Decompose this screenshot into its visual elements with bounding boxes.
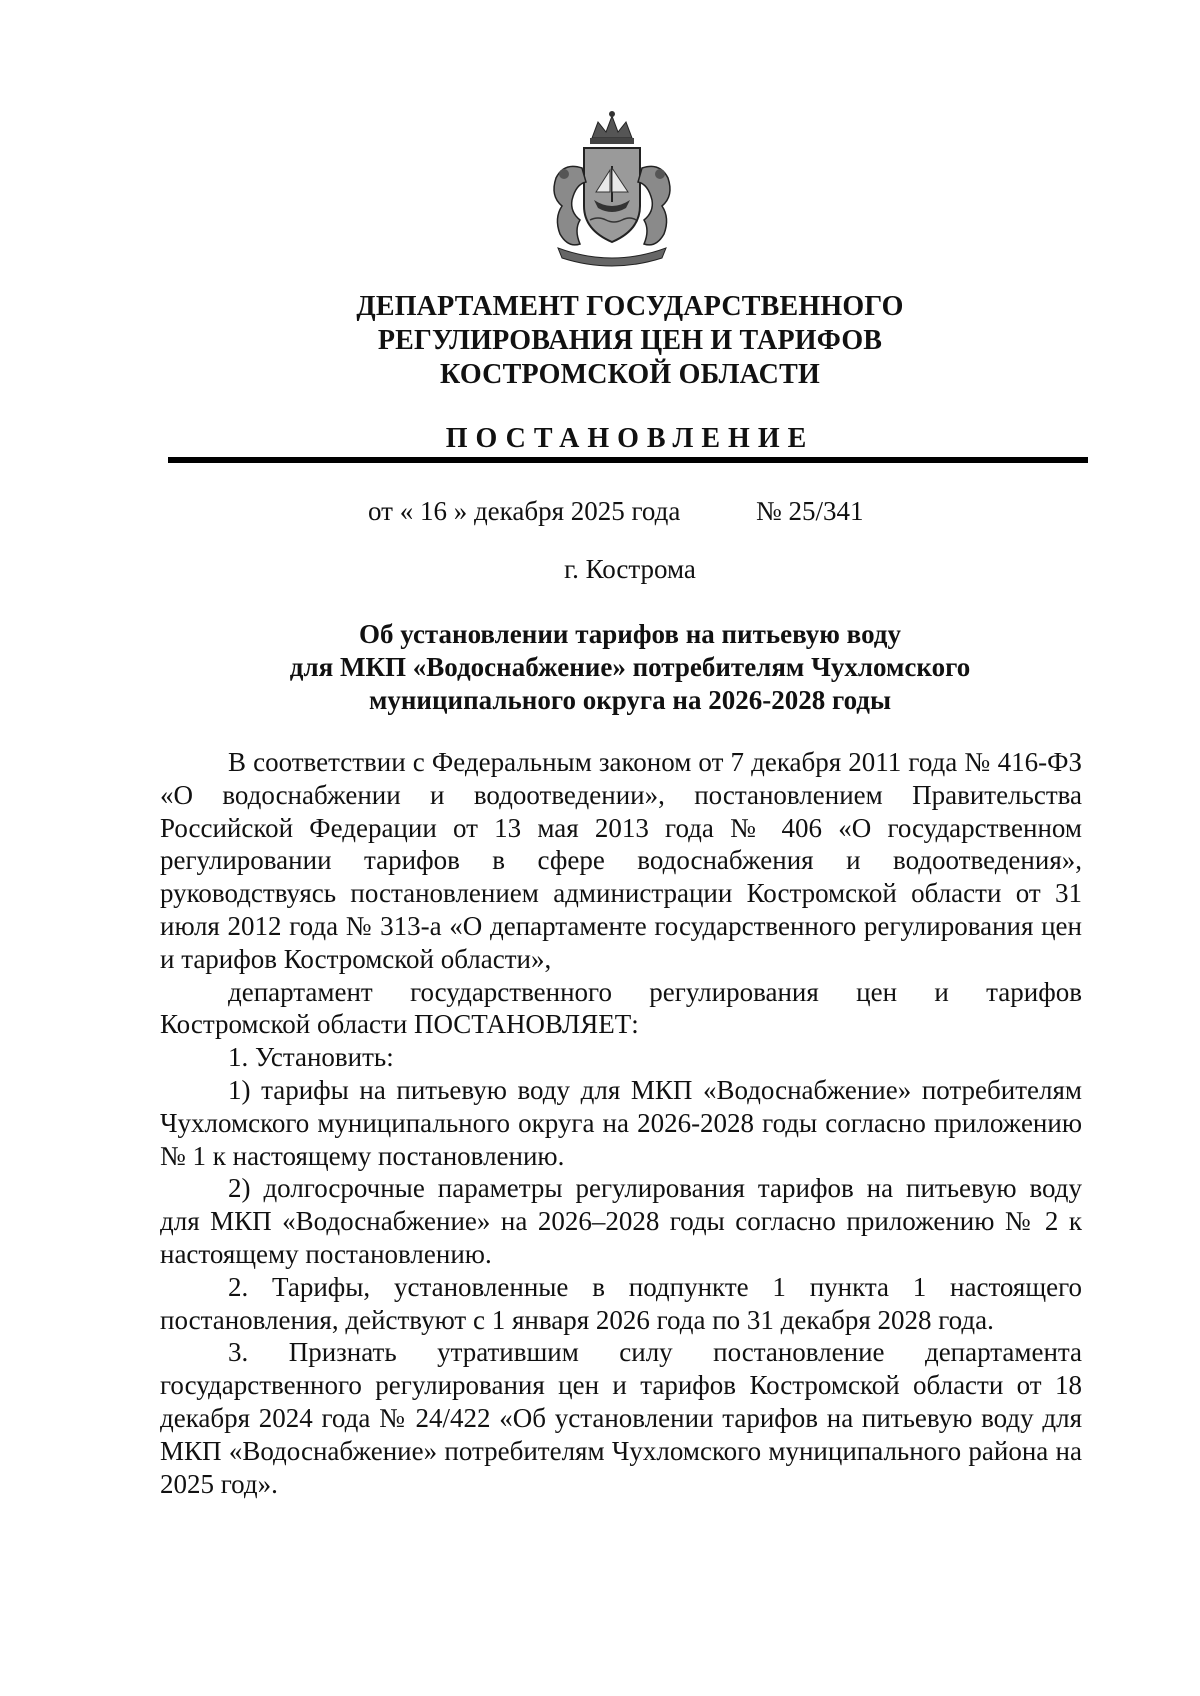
body-paragraph: 2) долгосрочные параметры регулирования тарифов на питьевую воду для МКП «Водоснабжение» на 2026–2028 годы согласно приложению № 2 к настоящему постановлению. [160,1173,1082,1269]
body-paragraph: 1) тарифы на питьевую воду для МКП «Водоснабжение» потребителям Чухломского муниципального округа на 2026-2028 годы согласно приложению № 1 к настоящему постановлению. [160,1074,1082,1171]
organization-line: ДЕПАРТАМЕНТ ГОСУДАРСТВЕННОГО [356,291,904,322]
coat-of-arms-icon [540,108,685,268]
title-line: Об установлении тарифов на питьевую воду [359,619,901,649]
body-paragraph: 2. Тарифы, установленные в подпункте 1 пункта 1 настоящего постановления, действуют с 1 января 2026 года по 31 декабря 2028 года. [160,1271,1082,1335]
organization-line: РЕГУЛИРОВАНИЯ ЦЕН И ТАРИФОВ [377,325,883,356]
body-paragraph: 3. Признать утратившим силу постановление департамента государственного регулирования цен и тарифов Костромской области от 18 декабря 2024 года № 24/422 «Об установлении тарифов на питьевую воду для МКП «Водоснабжение» потребителям Чухломского муниципального района на 2025 год». [160,1337,1082,1499]
body-paragraph: департамент государственного регулирования цен и тарифов Костромской области ПОСТАНОВЛЯЕТ: [160,976,1082,1040]
document-body [160,746,1082,1500]
document-date: от « 16 » декабря 2025 года [368,496,681,526]
document-title [200,618,1060,717]
title-line: для МКП «Водоснабжение» потребителям Чухломского [289,652,971,682]
body-paragraph: 1. Установить: [228,1042,394,1073]
organization-line: КОСТРОМСКОЙ ОБЛАСТИ [440,359,820,390]
document-type: ПОСТАНОВЛЕНИЕ [445,423,815,454]
title-line: муниципального округа на 2026-2028 годы [368,685,892,715]
document-city: г. Кострома [564,554,696,584]
organization-name [200,290,1060,392]
body-paragraph: В соответствии с Федеральным законом от 7 декабря 2011 года № 416-ФЗ «О водоснабжении и водоотведении», постановлением Правительства Российской Федерации от 13 мая 2013 года № 406 «О государственном регулировании тарифов в сфере водоснабжения и водоотведения», руководствуясь постановлением администрации Костромской области от 31 июля 2012 года № 313-а «О департаменте государственного регулирования цен и тарифов Костромской области», [160,747,1082,974]
document-number: № 25/341 [756,496,864,526]
header-divider [168,457,1088,463]
